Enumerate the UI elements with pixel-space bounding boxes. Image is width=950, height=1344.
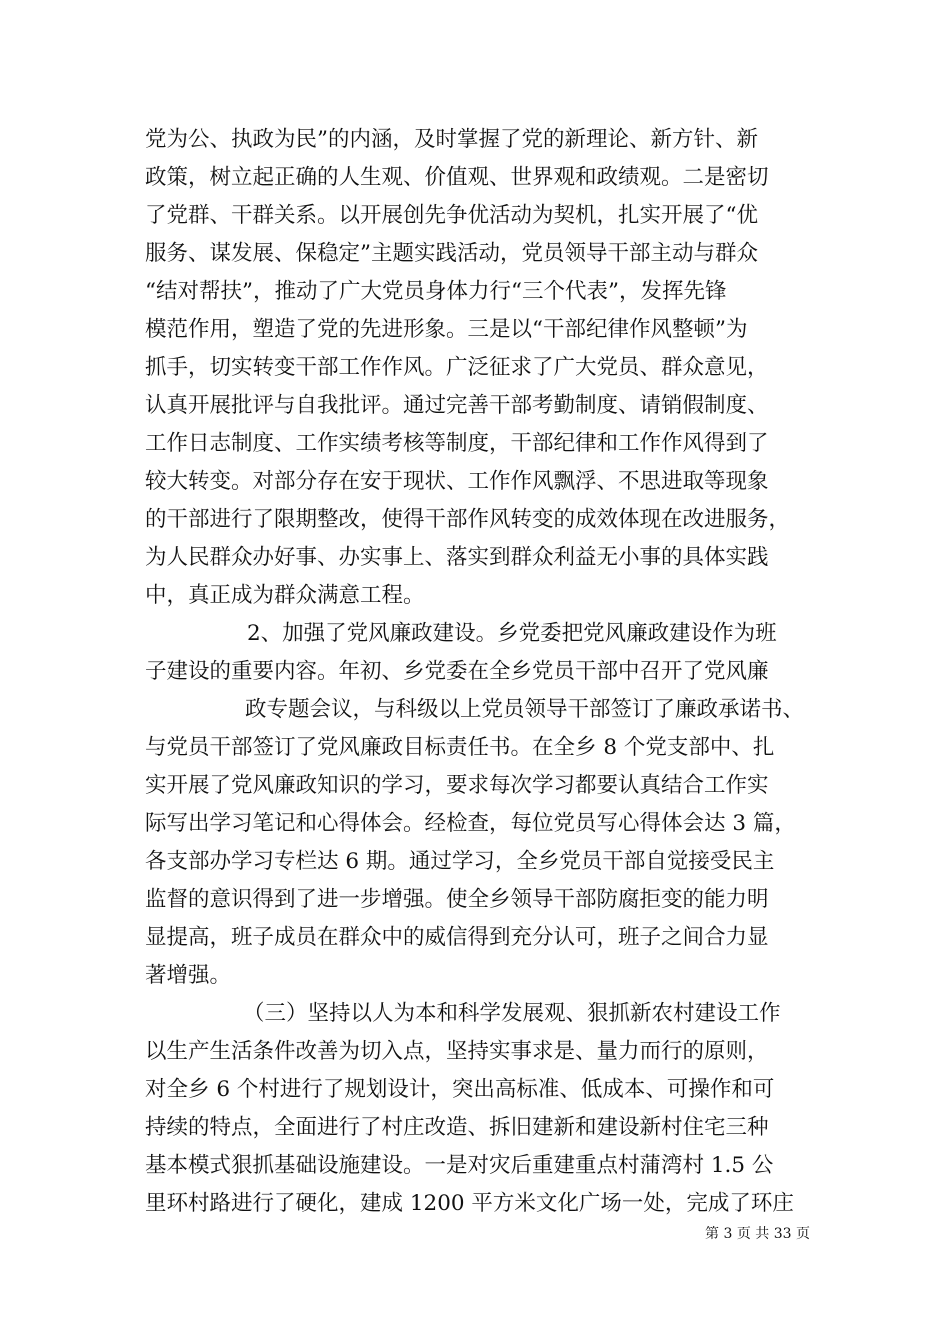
text-line: 际写出学习笔记和心得体会。经检查，每位党员写心得体会达 3 篇， (145, 811, 796, 836)
text-line: 2、加强了党风廉政建设。乡党委把党风廉政建设作为班 (247, 621, 777, 646)
text-line: 政策，树立起正确的人生观、价值观、世界观和政绩观。二是密切 (145, 165, 769, 190)
text-line: “结对帮扶”，推动了广大党员身体力行“三个代表”，发挥先锋 (145, 279, 727, 304)
text-line: 服务、谋发展、保稳定”主题实践活动，党员领导干部主动与群众 (145, 241, 758, 266)
text-line: 以生产生活条件改善为切入点，坚持实事求是、量力而行的原则， (145, 1039, 769, 1064)
text-line: 显提高，班子成员在群众中的威信得到充分认可，班子之间合力显 (145, 925, 769, 950)
text-line: 抓手，切实转变干部工作作风。广泛征求了广大党员、群众意见， (145, 355, 769, 380)
section-heading: （三）坚持以人为本和科学发展观、狠抓新农村建设工作 (243, 1001, 781, 1026)
text-line: 模范作用，塑造了党的先进形象。三是以“干部纪律作风整顿”为 (145, 317, 748, 342)
text-line: 著增强。 (145, 963, 232, 988)
page-number-footer: 第 3 页 共 33 页 (705, 1226, 810, 1242)
text-line: 中，真正成为群众满意工程。 (145, 583, 425, 608)
text-line: 工作日志制度、工作实绩考核等制度，干部纪律和工作作风得到了 (145, 431, 769, 456)
text-line: 较大转变。对部分存在安于现状、工作作风飘浮、不思进取等现象 (145, 469, 769, 494)
text-line: 认真开展批评与自我批评。通过完善干部考勤制度、请销假制度、 (145, 393, 769, 418)
text-line: 基本模式狠抓基础设施建设。一是对灾后重建重点村蒲湾村 1.5 公 (145, 1153, 774, 1178)
text-line: 各支部办学习专栏达 6 期。通过学习，全乡党员干部自觉接受民主 (145, 849, 775, 874)
text-line: 党为公、执政为民”的内涵，及时掌握了党的新理论、新方针、新 (145, 127, 758, 152)
text-line: 里环村路进行了硬化，建成 1200 平方米文化广场一处，完成了环庄 (145, 1191, 794, 1216)
text-line: 持续的特点，全面进行了村庄改造、拆旧建新和建设新村住宅三种 (145, 1115, 769, 1140)
text-line: 政专题会议，与科级以上党员领导干部签订了廉政承诺书、 (245, 697, 805, 722)
text-line: 与党员干部签订了党风廉政目标责任书。在全乡 8 个党支部中、扎 (145, 735, 775, 760)
text-line: 监督的意识得到了进一步增强。使全乡领导干部防腐拒变的能力明 (145, 887, 769, 912)
text-line: 的干部进行了限期整改，使得干部作风转变的成效体现在改进服务， (145, 507, 791, 532)
text-line: 实开展了党风廉政知识的学习，要求每次学习都要认真结合工作实 (145, 773, 769, 798)
text-line: 为人民群众办好事、办实事上、落实到群众利益无小事的具体实践 (145, 545, 769, 570)
text-line: 了党群、干群关系。以开展创先争优活动为契机，扎实开展了“优 (145, 203, 758, 228)
text-line: 对全乡 6 个村进行了规划设计，突出高标准、低成本、可操作和可 (145, 1077, 775, 1102)
text-line: 子建设的重要内容。年初、乡党委在全乡党员干部中召开了党风廉 (145, 659, 769, 684)
